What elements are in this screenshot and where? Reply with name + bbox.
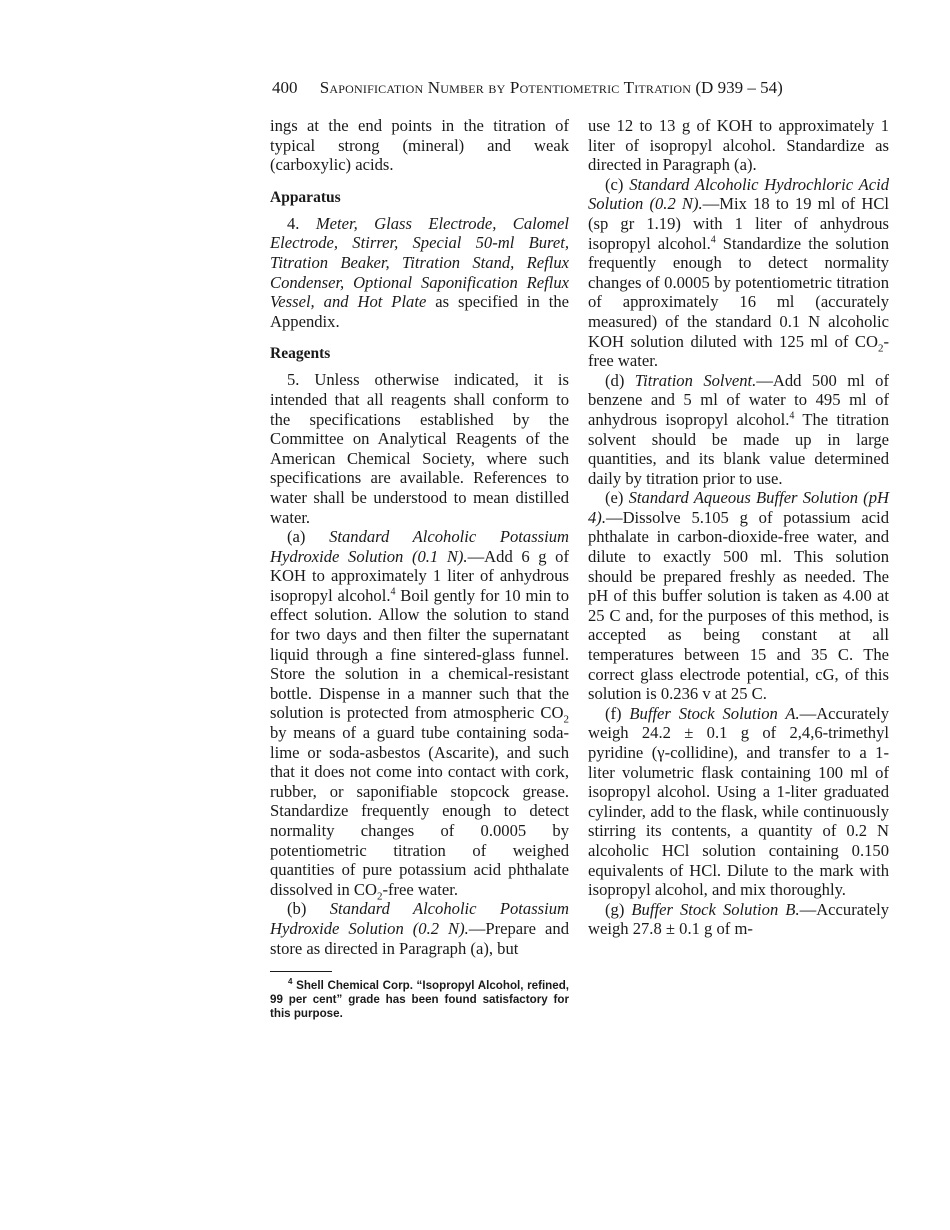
paragraph-g: (g) Buffer Stock Solution B.—Accurately weigh 27.8 ± 0.1 g of m- (588, 899, 889, 939)
paragraph-d-title: Titration Solvent. (634, 370, 757, 390)
paragraph-g-title: Buffer Stock Solution B. (631, 899, 800, 919)
footnote-ref: 4 (390, 586, 396, 598)
paragraph-c-title: Standard Alcoholic Hydrochloric Acid Solution (0.2 N). (588, 174, 889, 214)
page-number: 400 (272, 78, 298, 97)
footnote-ref: 4 (789, 410, 795, 422)
right-column (588, 116, 889, 939)
heading-apparatus: Apparatus (270, 188, 341, 206)
running-header (272, 76, 912, 100)
footnote-number: 4 (288, 977, 293, 987)
paragraph-b: (b) Standard Alcoholic Potassium Hydroxide Solution (0.2 N).—Prepare and store as directed in Paragraph (a), but (270, 899, 569, 958)
footnote-text: Shell Chemical Corp. “Isopropyl Alcohol, refined, 99 per cent” grade has been found satisfactory for this purpose. (270, 979, 569, 1021)
paragraph-d: (d) Titration Solvent.—Add 500 ml of benzene and 5 ml of water to 495 ml of anhydrous isopropyl alcohol.$^4$ The titration solvent should be made up in large quantities, and its blank value determined daily by titration prior to use. (588, 370, 889, 488)
paragraph-c-label: (c) (605, 174, 624, 194)
paragraph-continued: ings at the end points in the titration of typical strong (mineral) and weak (carboxylic) acids. (270, 116, 569, 175)
paragraph-a-label: (a) (287, 527, 306, 547)
paragraph-b-label: (b) (287, 899, 307, 919)
left-column (270, 116, 569, 1021)
paragraph-e-title: Standard Aqueous Buffer Solution (pH 4). (588, 488, 889, 527)
heading-reagents: Reagents (270, 345, 331, 363)
paragraph-f-label: (f) (605, 703, 622, 723)
paragraph-4 (270, 214, 569, 332)
paragraph-4-number: 4. (287, 213, 300, 233)
header-title: Saponification Number by Potentiometric Titration (319, 78, 692, 97)
paragraph-d-label: (d) (605, 370, 625, 390)
paragraph-f: (f) Buffer Stock Solution A.—Accurately weigh 24.2 ± 0.1 g of 2,4,6-trimethyl pyridine (γ-collidine), and transfer to a 1-liter volumetric flask containing 100 ml of isopropyl alcohol. Using a 1-liter graduated cylinder, add to the flask, while continuously stirring its contents, a quantity of 0.2 N alcoholic HCl solution containing 0.150 equivalents of HCl. Dilute to the mark with isopropyl alcohol, and mix thoroughly. (588, 703, 889, 900)
paragraph-4-items: Meter, Glass Electrode, Calomel Electrode, Stirrer, Special 50-ml Buret, Titration Beaker, Titration Stand, Reflux Condenser, Optional Saponification Reflux Vessel, and Hot Plate (270, 213, 569, 312)
paragraph-b-title: Standard Alcoholic Potassium Hydroxide Solution (0.2 N). (270, 899, 569, 938)
paragraph-e-label: (e) (605, 488, 624, 508)
paragraph-b-continued: use 12 to 13 g of KOH to approximately 1 liter of isopropyl alcohol. Standardize as directed in Paragraph (a). (588, 116, 889, 175)
paragraph-a-title: Standard Alcoholic Potassium Hydroxide Solution (0.1 N). (270, 527, 569, 566)
paragraph-5: 5. Unless otherwise indicated, it is intended that all reagents shall conform to the specifications established by the Committee on Analytical Reagents of the American Chemical Society, where such specifications are available. References to water shall be understood to mean distilled water. (270, 370, 569, 527)
header-designation: (D 939 – 54) (695, 78, 783, 97)
footnote-separator (270, 971, 332, 972)
paragraph-c: (c) Standard Alcoholic Hydrochloric Acid Solution (0.2 N).—Mix 18 to 19 ml of HCl (sp gr 1.19) with 1 liter of anhydrous isopropyl alcohol.$^4$ Standardize the solution frequently enough to detect normality changes of 0.0005 by potentiometric titration of approximately 16 ml (accurately measured) of the standard 0.1 N alcoholic KOH solution diluted with 125 ml of $CO_2$-free water. (588, 174, 890, 371)
paragraph-e: (e) Standard Aqueous Buffer Solution (pH 4).—Dissolve 5.105 g of potassium acid phthalate in carbon-dioxide-free water, and dilute to exactly 500 ml. This solution should be prepared freshly as needed. The pH of this buffer solution is taken as 4.00 at 25 C and, for the purposes of this method, is accepted as being constant at all temperatures between 15 and 35 C. The correct glass electrode potential, cG, of this solution is 0.236 v at 25 C. (588, 488, 889, 704)
paragraph-g-label: (g) (605, 899, 625, 919)
footnote (270, 979, 569, 1021)
paragraph-4-tail: as specified in the Appendix. (270, 292, 569, 331)
paragraph-a: (a) Standard Alcoholic Potassium Hydroxide Solution (0.1 N).—Add 6 g of KOH to approximately 1 liter of anhydrous isopropyl alcohol.$^4$ Boil gently for 10 min to effect solution. Allow the solution to stand for two days and then filter the supernatant liquid through a fine sintered-glass funnel. Store the solution in a chemical-resistant bottle. Dispense in a manner such that the solution is protected from atmospheric $CO_2$ by means of a guard tube containing soda-lime or soda-asbestos (Ascarite), and such that it does not come into contact with cork, rubber, or saponifiable stopcock grease. Standardize frequently enough to detect normality changes of 0.0005 by potentiometric titration of weighed quantities of pure potassium acid phthalate dissolved in $CO_2$-free water. (270, 527, 569, 903)
footnote-ref: 4 (710, 234, 716, 246)
paragraph-f-title: Buffer Stock Solution A. (629, 703, 800, 723)
